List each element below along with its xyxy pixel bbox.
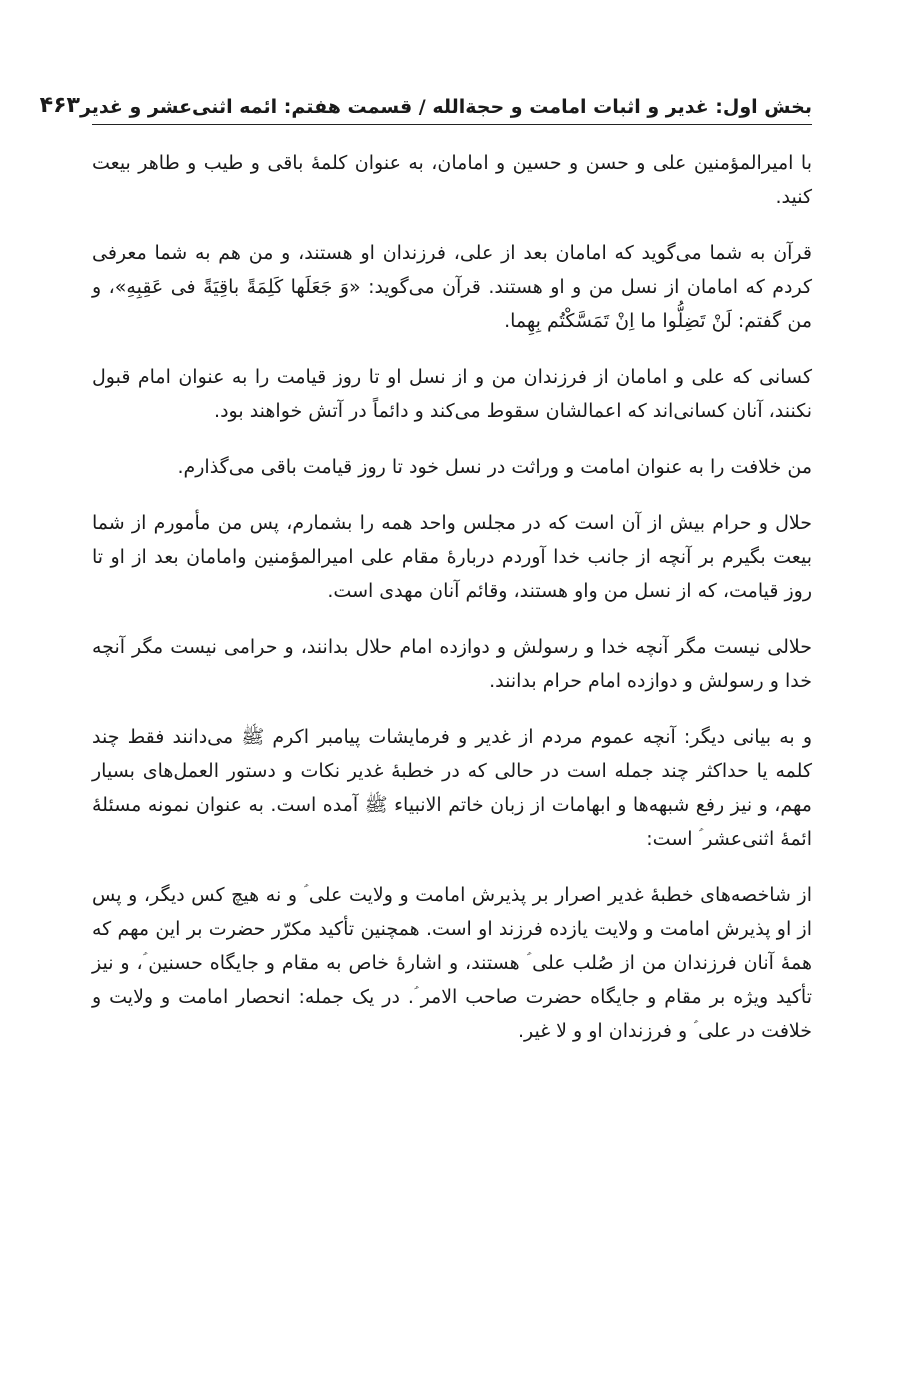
page-number: ۴۶۳ — [39, 93, 80, 118]
running-header — [39, 78, 812, 125]
paragraph-4: من خلافت را به عنوان امامت و وراثت در نسل خود تا روز قیامت باقی می‌گذارم. — [177, 456, 812, 478]
paragraph-7: و به بیانی دیگر: آنچه عموم مردم از غدیر و فرمایشات پیامبر اکرم ﷺ می‌دانند فقط چند کلمه یا حداکثر چند جمله است در حالی که در خطبۀ غدیر نکات و دستور العمل‌های بسیار مهم، و نیز رفع شبهه‌ها و ابهامات از زبان خاتم الانبیاء ﷺ آمده است. به عنوان نمونه مسئلۀ ائمۀ اثنی‌عشر ؑ است: — [92, 726, 812, 850]
paragraph-2: قرآن به شما می‌گوید که امامان بعد از علی، فرزندان او هستند، و من هم به شما معرفی کردم که امامان از نسل من و او هستند. قرآن می‌گوید: «وَ جَعَلَها کَلِمَةً باقِیَةً فی عَقِبِهِ»، و من گفتم: لَنْ تَضِلُّوا ما اِنْ تَمَسَّکْتُم بِهِما. — [92, 242, 812, 332]
body-text — [92, 146, 812, 1070]
book-page — [39, 0, 812, 1390]
header-title: بخش اول: غدیر و اثبات امامت و حجةالله / قسمت هفتم: ائمه اثنی‌عشر و غدیر — [79, 96, 812, 118]
paragraph-1: با امیرالمؤمنین علی و حسن و حسین و امامان، به عنوان کلمۀ باقی و طیب و طاهر بیعت کنید. — [92, 152, 812, 208]
paragraph-6: حلالی نیست مگر آنچه خدا و رسولش و دوازده امام حلال بدانند، و حرامی نیست مگر آنچه خدا و رسولش و دوازده امام حرام بدانند. — [92, 636, 812, 692]
paragraph-8: از شاخصه‌های خطبۀ غدیر اصرار بر پذیرش امامت و ولایت علی ؑ و نه هیچ کس دیگر، و پس از او پذیرش امامت و ولایت یازده فرزند او است. همچنین تأکید مکرّر حضرت بر این مهم که همۀ آنان فرزندان من از صُلب علی ؑ هستند، و اشارۀ خاص به مقام و جایگاه حسنین ؑ، و نیز تأکید ویژه بر مقام و جایگاه حضرت صاحب الامر ؑ. در یک جمله: انحصار امامت و ولایت و خلافت در علی ؑ و فرزندان او و لا غیر. — [92, 884, 812, 1042]
paragraph-5: حلال و حرام بیش از آن است که در مجلس واحد همه را بشمارم، پس من مأمورم از شما بیعت بگیرم بر آنچه از جانب خدا آوردم دربارۀ مقام علی امیرالمؤمنین وامامان بعد از او تا روز قیامت، که از نسل من واو هستند، وقائم آنان مهدی است. — [92, 512, 812, 602]
paragraph-3: کسانی که علی و امامان از فرزندان من و از نسل او تا روز قیامت را به عنوان امام قبول نکنند، آنان کسانی‌اند که اعمالشان سقوط می‌کند و دائماً در آتش خواهند بود. — [92, 366, 812, 422]
